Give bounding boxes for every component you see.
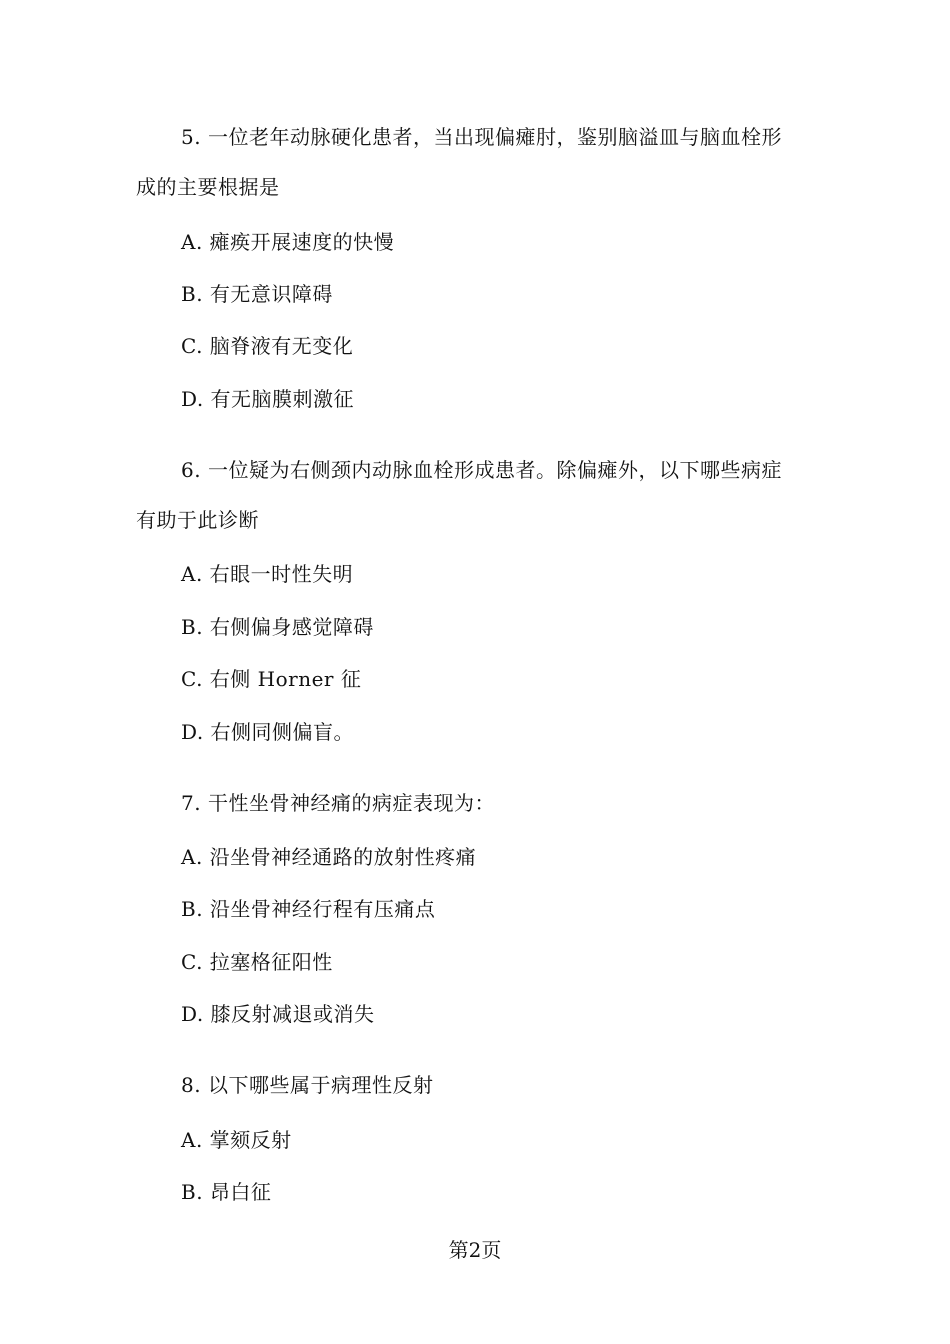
question-stem: 5. 一位老年动脉硬化患者，当出现偏瘫肘，鉴别脑溢皿与脑血栓形 bbox=[181, 125, 782, 149]
option-b: B. 右侧偏身感觉障碍 bbox=[181, 615, 374, 639]
option-b: B. 沿坐骨神经行程有压痛点 bbox=[181, 897, 436, 921]
option-d: D. 膝反射减退或消失 bbox=[181, 1002, 375, 1026]
option-a: A. 沿坐骨神经通路的放射性疼痛 bbox=[181, 845, 477, 869]
question-stem-continued: 成的主要根据是 bbox=[136, 175, 280, 199]
option-c: C. 右侧 Horner 征 bbox=[181, 667, 362, 691]
question-stem: 7. 干性坐骨神经痛的病症表现为： bbox=[181, 791, 495, 815]
option-d: D. 右侧同侧偏盲。 bbox=[181, 720, 355, 744]
option-c: C. 脑脊液有无变化 bbox=[181, 334, 354, 358]
option-c: C. 拉塞格征阳性 bbox=[181, 950, 333, 974]
option-b: B. 有无意识障碍 bbox=[181, 282, 333, 306]
option-a: A. 右眼一时性失明 bbox=[181, 562, 354, 586]
option-b: B. 昂白征 bbox=[181, 1180, 272, 1204]
option-a: A. 掌颏反射 bbox=[181, 1128, 292, 1152]
option-d: D. 有无脑膜刺激征 bbox=[181, 387, 355, 411]
question-stem-continued: 有助于此诊断 bbox=[136, 508, 259, 532]
option-a: A. 瘫痪开展速度的快慢 bbox=[181, 230, 395, 254]
page-number: 第2页 bbox=[448, 1238, 502, 1262]
question-stem: 6. 一位疑为右侧颈内动脉血栓形成患者。除偏瘫外，以下哪些病症 bbox=[181, 458, 782, 482]
question-stem: 8. 以下哪些属于病理性反射 bbox=[181, 1073, 434, 1097]
